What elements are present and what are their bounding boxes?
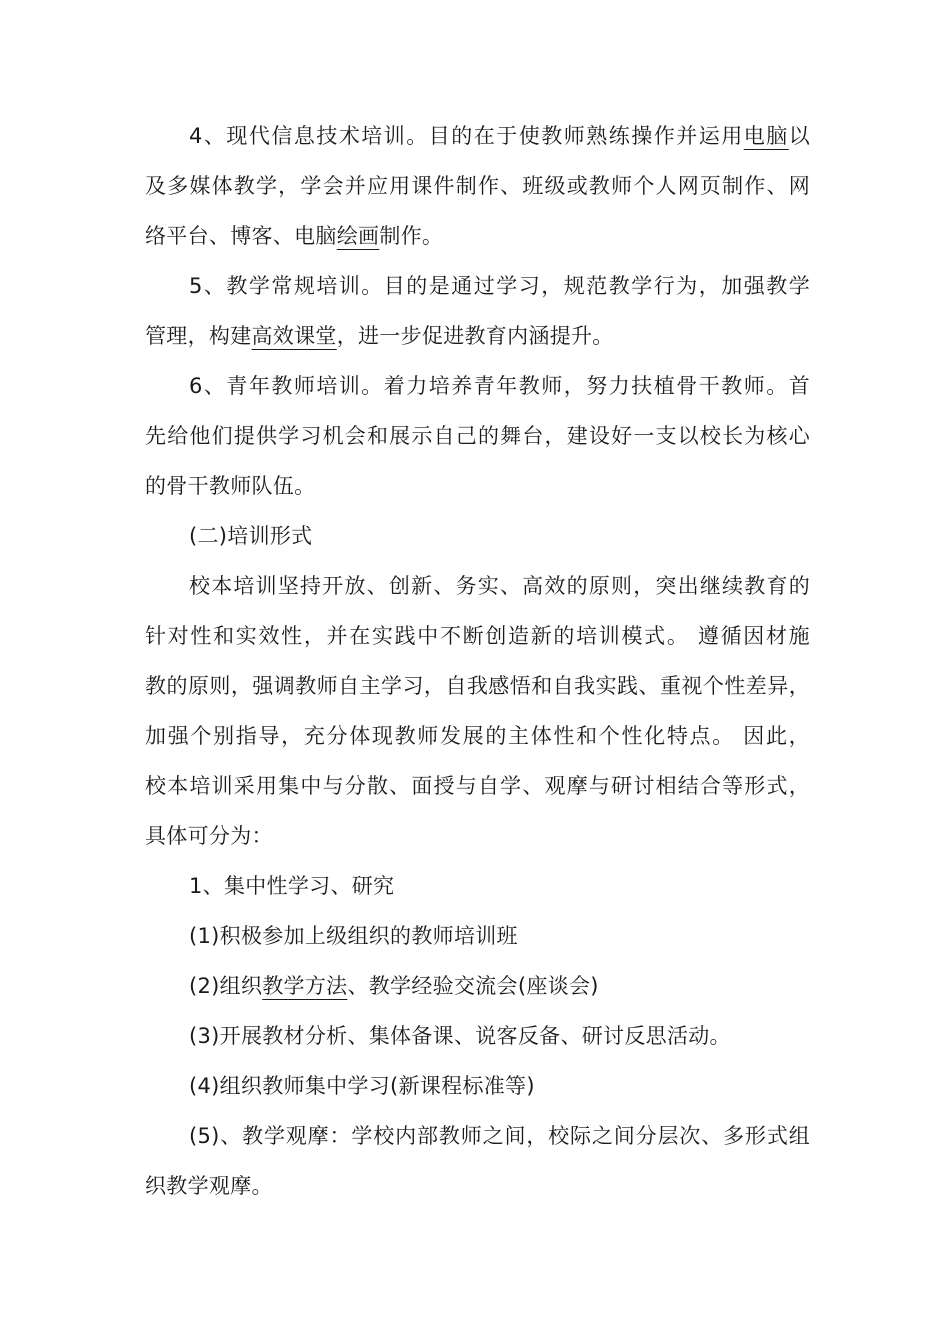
section2-heading: (二)培训形式 xyxy=(189,524,313,548)
section2-para-line4: 加强个别指导，充分体现教师发展的主体性和个性化特点。 因此， xyxy=(145,724,810,748)
list-item-4: (4)组织教师集中学习(新课程标准等) xyxy=(189,1074,535,1098)
section2-para-line1: 校本培训坚持开放、创新、务实、高效的原则，突出继续教育的 xyxy=(189,574,810,598)
item5-line2 xyxy=(145,319,810,353)
list-item-2 xyxy=(189,969,810,1003)
item6-line3: 的骨干教师队伍。 xyxy=(145,474,316,498)
link-jiaoxuefangfa[interactable]: 教学方法 xyxy=(262,974,348,998)
list-item-3: (3)开展教材分析、集体备课、说客反备、研讨反思活动。 xyxy=(189,1024,731,1048)
item4-line3-text: 络平台、博客、电脑 xyxy=(145,224,337,248)
item4-line2: 及多媒体教学，学会并应用课件制作、班级或教师个人网页制作、网 xyxy=(145,174,810,198)
item6-line2: 先给他们提供学习机会和展示自己的舞台，建设好一支以校长为核心 xyxy=(145,424,810,448)
item4-text: 4、现代信息技术培训。目的在于使教师熟练操作并运用 xyxy=(189,124,744,148)
list-item-5-line1: (5)、教学观摩：学校内部教师之间，校际之间分层次、多形式组 xyxy=(189,1124,810,1148)
link-huihua[interactable]: 绘画 xyxy=(336,224,380,248)
link-diannao[interactable]: 电脑 xyxy=(743,124,789,148)
item6-line1: 6、青年教师培训。着力培养青年教师，努力扶植骨干教师。首 xyxy=(189,374,810,398)
list-item-1: (1)积极参加上级组织的教师培训班 xyxy=(189,924,518,948)
section2-para-line5: 校本培训采用集中与分散、面授与自学、观摩与研讨相结合等形式， xyxy=(145,774,810,798)
subsection1-heading: 1、集中性学习、研究 xyxy=(189,874,395,898)
item4-line3 xyxy=(145,219,810,253)
item5-line1: 5、教学常规培训。目的是通过学习，规范教学行为，加强教学 xyxy=(189,274,810,298)
list-item-2-end: 、教学经验交流会(座谈会) xyxy=(347,974,599,998)
list-item-2-text: (2)组织 xyxy=(189,974,263,998)
item4-line1 xyxy=(189,119,810,153)
item4-line3-end: 制作。 xyxy=(379,224,444,248)
section2-para-line2: 针对性和实效性，并在实践中不断创造新的培训模式。 遵循因材施 xyxy=(145,624,810,648)
item4-text-end: 以 xyxy=(788,124,811,148)
list-item-5-line2: 织教学观摩。 xyxy=(145,1174,273,1198)
item5-line2-end: ，进一步促进教育内涵提升。 xyxy=(336,324,614,348)
section2-para-line3: 教的原则，强调教师自主学习，自我感悟和自我实践、重视个性差异， xyxy=(145,674,810,698)
section2-para-line6: 具体可分为： xyxy=(145,824,273,848)
item5-line2-text: 管理，构建 xyxy=(145,324,252,348)
link-gaoxiaoketang[interactable]: 高效课堂 xyxy=(251,324,337,348)
